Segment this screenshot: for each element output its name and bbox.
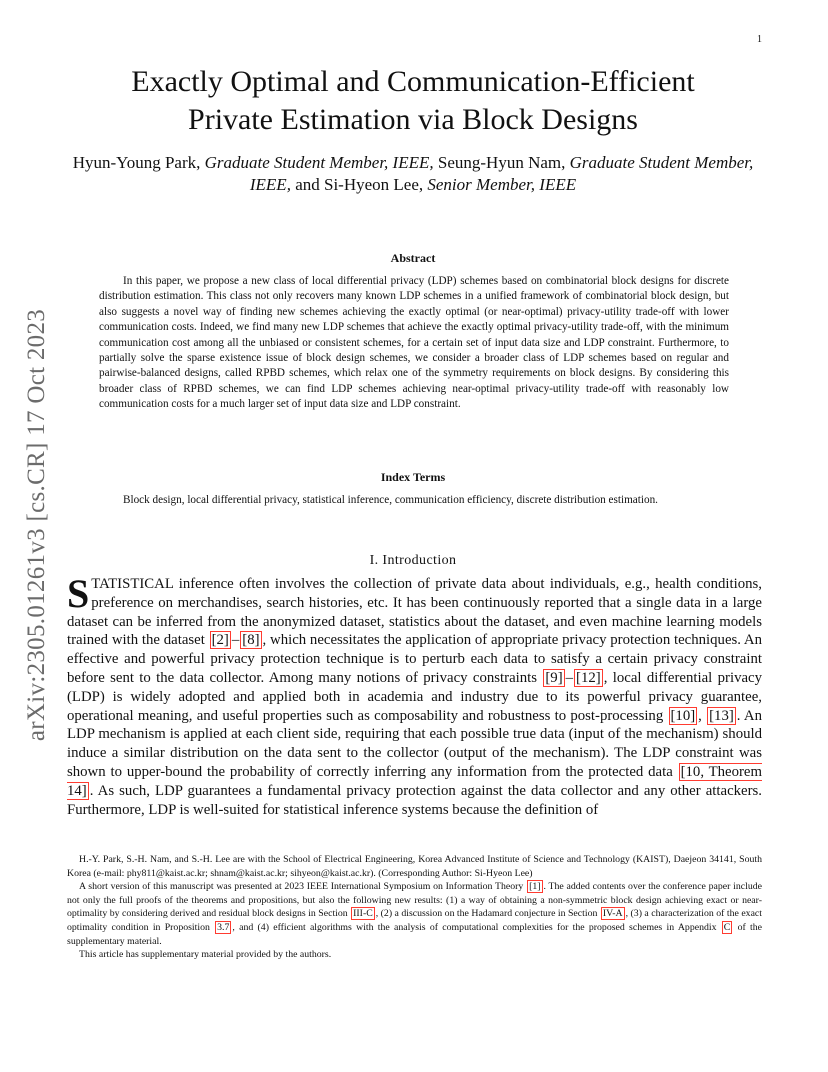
introduction-paragraph — [67, 571, 763, 819]
drop-cap: S — [67, 571, 90, 616]
proposition-link[interactable]: 3.7 — [217, 921, 230, 933]
abstract-heading: Abstract — [390, 251, 436, 265]
citation-link[interactable]: [2] — [211, 632, 229, 649]
footnote-affiliation: H.-Y. Park, S.-H. Nam, and S.-H. Lee are with the School of Electrical Engineering, Korea Advanced Institute of Science and Technology (KAIST), Daejeon 34141, South Korea (e-mail: phy811@kaist.ac.kr; shnam@kaist.ac.kr; sihyeon@kaist.ac.kr). (Corresponding Author: Si-Hyeon Lee) — [67, 854, 762, 879]
citation-link[interactable]: [13] — [709, 707, 734, 724]
footnote-text: . The added contents over the conference paper include not only the full proofs of the theorems and propositions, but also the following new results: (1) a way of obtaining a non-symmetric block design achieving exact or near-optimality by considering derived and residual block designs in Section — [67, 881, 762, 920]
footnote-conference-version — [67, 880, 762, 948]
author-2-name: Seung-Hyun Nam, — [437, 153, 566, 172]
intro-text-3: , local differential privacy (LDP) is widely adopted and applied both in academia and industry due to its powerful privacy guarantee, operational meaning, and useful properties such as composability and robustness to post-processing — [67, 669, 762, 724]
citation-link[interactable]: [8] — [242, 632, 260, 649]
author-3-role: Senior Member, IEEE — [427, 175, 577, 194]
author-and: and — [295, 175, 320, 194]
citation-link[interactable]: [10] — [670, 707, 696, 724]
author-3-name: Si-Hyeon Lee, — [324, 175, 424, 194]
title-line-1: Exactly Optimal and Communication-Efficient — [131, 65, 695, 98]
range-dash: – — [565, 669, 574, 686]
intro-text-1: TATISTICAL inference often involves the collection of private data about individuals, e.g., health conditions, preference on merchandises, search histories, etc. It has been continuously reported that a single data in a large dataset can be inferred from the anonymized dataset, statistics about the dataset, and even machine learning models trained with the dataset — [67, 576, 762, 649]
citation-link[interactable]: [12] — [576, 669, 601, 686]
footnote-supplementary: This article has supplementary material provided by the authors. — [79, 949, 332, 961]
title-line-2: Private Estimation via Block Designs — [188, 103, 638, 136]
page-number: 1 — [757, 34, 762, 45]
paper-title — [60, 63, 766, 139]
arxiv-identifier: arXiv:2305.01261v3 [cs.CR] 17 Oct 2023 — [23, 308, 51, 742]
footnote-text: , (3) a characterization of the exact optimality condition in Proposition — [67, 908, 762, 933]
citation-link[interactable]: [10, Theorem 14] — [67, 763, 763, 799]
index-terms-heading: Index Terms — [380, 470, 446, 484]
introduction-heading: I. Introduction — [369, 553, 457, 568]
citation-link[interactable]: [1] — [529, 881, 541, 893]
author-2-role: Graduate Student Member, IEEE, — [249, 153, 754, 194]
footnote-text: A short version of this manuscript was presented at 2023 IEEE International Symposium on Information Theory — [79, 881, 527, 893]
intro-text-5: . As such, LDP guarantees a fundamental privacy protection against the data collector and any other attackers. Furthermore, LDP is well-suited for statistical inference systems because the definition of — [67, 782, 762, 818]
index-terms-text: Block design, local differential privacy, statistical inference, communication efficiency, discrete distribution estimation. — [123, 494, 658, 506]
author-1-role: Graduate Student Member, IEEE, — [204, 153, 434, 172]
section-link[interactable]: IV-A — [602, 908, 623, 920]
footnote-text: , (2) a discussion on the Hadamard conjecture in Section — [375, 908, 600, 920]
section-link[interactable]: III-C — [353, 908, 373, 920]
citation-link[interactable]: [9] — [545, 669, 563, 686]
author-list — [60, 152, 766, 196]
footnote-text: of the supplementary material. — [67, 921, 762, 947]
arxiv-sidebar-stamp — [22, 290, 52, 760]
footnote-text: , and (4) efficient algorithms with the analysis of computational complexities for the proposed schemes in Appendix — [232, 921, 721, 933]
separator: , — [698, 707, 707, 724]
abstract-text: In this paper, we propose a new class of local differential privacy (LDP) schemes based on combinatorial block designs for discrete distribution estimation. This class not only recovers many known LDP schemes in a unified framework of combinatorial block design, but also suggests a novel way of finding new schemes achieving the exactly optimal (or near-optimal) privacy-utility trade-off with lower communication costs. Indeed, we find many new LDP schemes that achieve the exactly optimal privacy-utility trade-off, with the minimum communication cost among all the unbiased or consistent schemes, for a certain set of input data size and LDP constraint. Furthermore, to partially solve the sparse existence issue of block design schemes, we consider a broader class of LDP schemes based on regular and pairwise-balanced designs, called RPBD schemes, which relax one of the symmetry requirements on block designs. By considering this broader class of RPBD schemes, we can find LDP schemes achieving near-optimal privacy-utility trade-off with reasonably low communication costs for a much larger set of input data size and LDP constraint. — [99, 275, 729, 411]
author-1-name: Hyun-Young Park, — [72, 153, 201, 172]
footnotes — [67, 853, 762, 962]
range-dash: – — [231, 632, 240, 649]
intro-text-2: , which necessitates the application of appropriate privacy protection techniques. An effective and powerful privacy protection technique is to perturb each data to satisfy a certain privacy constraint before sent to the data collector. Among many notions of privacy constraints — [67, 632, 762, 686]
intro-text-4: . An LDP mechanism is applied at each client side, requiring that each possible true data (input of the mechanism) should induce a similar distribution on the data sent to the collector (output of the mechanism). The LDP constraint was shown to upper-bound the probability of correctly inferring any information from the protected data — [67, 707, 763, 780]
appendix-link[interactable]: C — [723, 921, 731, 933]
